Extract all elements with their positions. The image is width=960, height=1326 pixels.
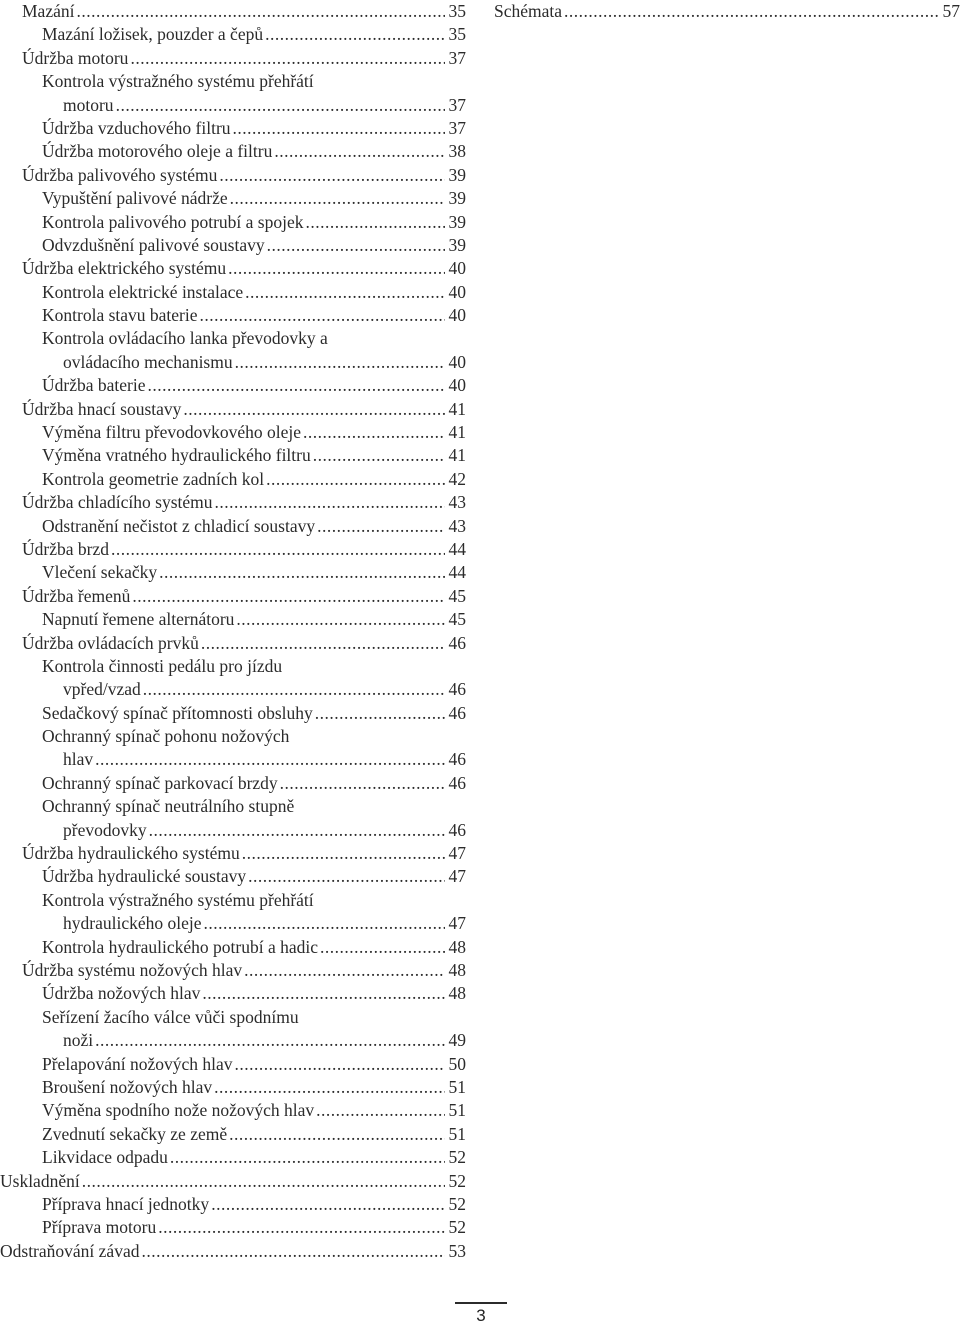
- toc-entry[interactable]: [0, 1006, 466, 1053]
- toc-entry-title: Odvzdušnění palivové soustavy: [42, 234, 265, 255]
- toc-page-number: 37: [448, 47, 466, 68]
- toc-page-number: 52: [448, 1170, 466, 1191]
- toc-entry-title: Vypuštění palivové nádrže: [42, 188, 228, 209]
- toc-entry[interactable]: [0, 561, 466, 584]
- toc-entry-title: Kontrola ovládacího lanka převodovky a: [42, 328, 328, 349]
- toc-entry-title: Kontrola výstražného systému přehřátí: [42, 889, 314, 910]
- toc-entry-title: Broušení nožových hlav: [42, 1076, 213, 1097]
- toc-entry-title: Údržba elektrického systému: [22, 258, 227, 279]
- toc-entry[interactable]: [0, 842, 466, 865]
- toc-entry-title: vpřed/vzad: [63, 679, 141, 700]
- dot-leader: [272, 140, 444, 163]
- toc-page-number: 41: [448, 422, 466, 443]
- toc-entry-title: Odstraňování závad: [0, 1240, 140, 1261]
- toc-entry-title: motoru: [63, 94, 114, 115]
- dot-leader: [128, 47, 444, 70]
- toc-entry-title: Údržba hnací soustavy: [22, 398, 182, 419]
- toc-page-number: 48: [448, 960, 466, 980]
- toc-entry-title: Údržba palivového systému: [22, 164, 218, 185]
- dot-leader: [156, 1216, 444, 1239]
- toc-entry[interactable]: [0, 889, 466, 936]
- toc-page-number: 51: [448, 1076, 466, 1097]
- toc-entry-title: převodovky: [63, 819, 147, 840]
- dot-leader: [311, 444, 445, 467]
- toc-page-number: 40: [448, 351, 466, 372]
- toc-entry[interactable]: [0, 211, 466, 234]
- toc-entry[interactable]: [0, 702, 466, 725]
- toc-page-number: 39: [448, 164, 466, 185]
- toc-entry-title: Kontrola palivového potrubí a spojek: [42, 211, 304, 232]
- toc-entry-title: Seřízení žacího válce vůči spodnímu: [42, 1006, 299, 1027]
- toc-page-number: 35: [448, 24, 466, 45]
- dot-leader: [228, 187, 445, 210]
- toc-entry[interactable]: [0, 865, 466, 888]
- toc-column-left: [0, 0, 466, 1263]
- toc-entry[interactable]: [0, 398, 466, 421]
- dot-leader: [240, 842, 445, 865]
- dot-leader: [209, 1193, 444, 1216]
- dot-leader: [213, 491, 445, 514]
- toc-entry-title: Napnutí řemene alternátoru: [42, 609, 235, 630]
- toc-entry-title: Výměna vratného hydraulického filtru: [42, 445, 311, 466]
- toc-page-number: 44: [448, 538, 466, 559]
- toc-page-number: 35: [448, 0, 466, 21]
- dot-leader: [130, 585, 444, 608]
- toc-entry-title: Schémata: [494, 0, 563, 21]
- toc-entry[interactable]: [0, 234, 466, 257]
- dot-leader: [200, 982, 444, 1005]
- toc-page-number: 57: [942, 0, 960, 21]
- toc-page-number: 47: [448, 843, 466, 864]
- toc-entry-title: Údržba chladícího systému: [22, 492, 213, 513]
- toc-page-number: 52: [448, 1147, 466, 1168]
- toc-entry[interactable]: [0, 491, 466, 514]
- toc-page-number: 40: [448, 281, 466, 302]
- toc-entry-title: Údržba nožových hlav: [42, 983, 201, 1004]
- toc-entry-title: Uskladnění: [0, 1170, 80, 1191]
- dot-leader: [199, 632, 445, 655]
- toc-page-number: 47: [448, 866, 466, 887]
- toc-page-number: 37: [448, 117, 466, 138]
- toc-page-number: 48: [448, 983, 466, 1004]
- dot-leader: [147, 819, 445, 842]
- dot-leader: [301, 421, 444, 444]
- toc-entry[interactable]: [0, 1146, 466, 1169]
- toc-page-number: 45: [448, 585, 466, 606]
- dot-leader: [233, 1053, 445, 1076]
- dot-leader: [145, 374, 444, 397]
- toc-page-number: 53: [448, 1240, 466, 1261]
- toc-entry[interactable]: [0, 140, 466, 163]
- dot-leader: [114, 94, 445, 117]
- dot-leader: [74, 0, 444, 23]
- dot-leader: [315, 515, 444, 538]
- dot-leader: [80, 1170, 445, 1193]
- toc-entry-title: noži: [63, 1030, 94, 1051]
- toc-entry-title: Přelapování nožových hlav: [42, 1053, 233, 1074]
- toc-entry[interactable]: [0, 515, 466, 538]
- dot-leader: [231, 117, 445, 140]
- toc-entry[interactable]: [0, 117, 466, 140]
- dot-leader: [141, 678, 445, 701]
- toc-entry[interactable]: [0, 1053, 466, 1076]
- toc-entry-title: Výměna filtru převodovkového oleje: [42, 422, 302, 443]
- dot-leader: [233, 351, 445, 374]
- dot-leader: [198, 304, 445, 327]
- dot-leader: [168, 1146, 445, 1169]
- toc-page-number: 43: [448, 492, 466, 513]
- dot-leader: [157, 561, 444, 584]
- toc-entry[interactable]: [0, 585, 466, 608]
- toc-page-number: 41: [448, 398, 466, 419]
- toc-entry[interactable]: [0, 725, 466, 772]
- dot-leader: [318, 936, 444, 959]
- toc-entry-title: Údržba motorového oleje a filtru: [42, 141, 273, 162]
- toc-entry-title: Zvednutí sekačky ze země: [42, 1123, 228, 1144]
- toc-entry[interactable]: [0, 936, 466, 959]
- page-number: 3: [476, 1306, 486, 1325]
- dot-leader: [264, 468, 444, 491]
- toc-entry-title: hlav: [63, 749, 94, 770]
- toc-page-number: 40: [448, 375, 466, 396]
- toc-entry-title: ovládacího mechanismu: [63, 351, 233, 372]
- toc-entry[interactable]: [0, 538, 466, 561]
- toc-page-number: 42: [448, 468, 466, 489]
- toc-page-number: 44: [448, 562, 466, 583]
- dot-leader: [246, 865, 444, 888]
- toc-page-number: 52: [448, 1193, 466, 1214]
- dot-leader: [303, 211, 444, 234]
- toc-entry[interactable]: [0, 374, 466, 397]
- toc-page-number: 48: [448, 936, 466, 957]
- toc-entry[interactable]: [0, 959, 466, 982]
- toc-page-number: 46: [448, 749, 466, 770]
- toc-entry-title: Sedačkový spínač přítomnosti obsluhy: [42, 702, 313, 723]
- toc-page-number: 39: [448, 188, 466, 209]
- dot-leader: [226, 257, 444, 280]
- toc-page-number: 52: [448, 1217, 466, 1238]
- toc-entry-title: Kontrola elektrické instalace: [42, 281, 244, 302]
- toc-page-number: 37: [448, 94, 466, 115]
- toc-page-number: 39: [448, 234, 466, 255]
- toc-entry-title: Údržba řemenů: [22, 585, 131, 606]
- toc-entry[interactable]: [0, 327, 466, 374]
- dot-leader: [234, 608, 444, 631]
- toc-entry-title: hydraulického oleje: [63, 913, 202, 934]
- toc-entry[interactable]: [0, 982, 466, 1005]
- dot-leader: [93, 749, 444, 772]
- toc-entry-title: Ochranný spínač pohonu nožových: [42, 726, 290, 747]
- toc-entry[interactable]: [0, 164, 466, 187]
- toc-entry[interactable]: [0, 281, 466, 304]
- toc-entry-title: Ochranný spínač neutrálního stupně: [42, 796, 295, 817]
- page-number-rule: [455, 1302, 507, 1304]
- toc-page-number: 38: [448, 141, 466, 162]
- dot-leader: [212, 1076, 444, 1099]
- toc-page-number: 47: [448, 913, 466, 934]
- toc-entry[interactable]: [0, 0, 466, 23]
- dot-leader: [263, 23, 444, 46]
- toc-entry-title: Údržba systému nožových hlav: [22, 960, 243, 980]
- dot-leader: [242, 959, 444, 982]
- dot-leader: [181, 398, 444, 421]
- toc-page-number: 50: [448, 1053, 466, 1074]
- dot-leader: [202, 912, 445, 935]
- dot-leader: [227, 1123, 444, 1146]
- toc-entry[interactable]: [0, 70, 466, 117]
- toc-entry[interactable]: [0, 1216, 466, 1239]
- toc-page-number: 46: [448, 819, 466, 840]
- toc-entry-title: Odstranění nečistot z chladicí soustavy: [42, 515, 316, 536]
- toc-entry-title: Údržba hydraulického systému: [22, 843, 240, 864]
- toc-entry[interactable]: [0, 187, 466, 210]
- dot-leader: [265, 234, 445, 257]
- toc-page-number: 46: [448, 772, 466, 793]
- toc-entry-title: Údržba brzd: [22, 538, 109, 559]
- toc-entry[interactable]: [0, 795, 466, 842]
- toc-entry[interactable]: [0, 444, 466, 467]
- toc-entry[interactable]: [0, 632, 466, 655]
- toc-page-number: 43: [448, 515, 466, 536]
- toc-column-right: [494, 0, 960, 23]
- dot-leader: [562, 0, 938, 23]
- toc-entry-title: Údržba baterie: [42, 375, 146, 396]
- toc-entry[interactable]: [0, 1099, 466, 1122]
- dot-leader: [278, 772, 445, 795]
- toc-entry[interactable]: [494, 0, 960, 23]
- toc-page-number: 46: [448, 702, 466, 723]
- toc-entry-title: Kontrola činnosti pedálu pro jízdu: [42, 655, 283, 676]
- dot-leader: [217, 164, 444, 187]
- toc-entry[interactable]: [0, 655, 466, 702]
- dot-leader: [313, 702, 445, 725]
- toc-entry-title: Kontrola hydraulického potrubí a hadic: [42, 936, 319, 957]
- toc-entry[interactable]: [0, 23, 466, 46]
- toc-entry[interactable]: [0, 1123, 466, 1146]
- toc-page-number: 40: [448, 258, 466, 279]
- toc-page-number: 39: [448, 211, 466, 232]
- toc-entry-title: Výměna spodního nože nožových hlav: [42, 1100, 315, 1121]
- toc-entry[interactable]: [0, 304, 466, 327]
- toc-page-number: 41: [448, 445, 466, 466]
- toc-entry-title: Likvidace odpadu: [42, 1147, 168, 1168]
- toc-entry-title: Údržba vzduchového filtru: [42, 117, 231, 138]
- dot-leader: [109, 538, 445, 561]
- dot-leader: [93, 1029, 444, 1052]
- dot-leader: [139, 1240, 444, 1263]
- toc-entry[interactable]: [0, 1240, 466, 1263]
- toc-entry-title: Kontrola geometrie zadních kol: [42, 468, 265, 489]
- toc-entry[interactable]: [0, 608, 466, 631]
- toc-page-number: 46: [448, 632, 466, 653]
- toc-entry-title: Mazání ložisek, pouzder a čepů: [42, 24, 264, 45]
- toc-page-number: 51: [448, 1100, 466, 1121]
- toc-entry-title: Údržba ovládacích prvků: [22, 632, 199, 653]
- toc-entry[interactable]: [0, 257, 466, 280]
- toc-page-number: 45: [448, 609, 466, 630]
- toc-entry[interactable]: [0, 1193, 466, 1216]
- toc-entry[interactable]: [0, 47, 466, 70]
- toc-entry[interactable]: [0, 772, 466, 795]
- toc-entry-title: Údržba hydraulické soustavy: [42, 866, 247, 887]
- toc-entry-title: Údržba motoru: [22, 47, 129, 68]
- toc-entry-title: Příprava hnací jednotky: [42, 1193, 210, 1214]
- dot-leader: [314, 1099, 444, 1122]
- toc-entry-title: Vlečení sekačky: [42, 562, 158, 583]
- toc-entry[interactable]: [0, 1076, 466, 1099]
- toc-entry[interactable]: [0, 1170, 466, 1193]
- toc-entry-title: Kontrola stavu baterie: [42, 305, 198, 326]
- toc-entry[interactable]: [0, 421, 466, 444]
- toc-page-number: 46: [448, 679, 466, 700]
- toc-page-number: 49: [448, 1030, 466, 1051]
- toc-page-number: 40: [448, 305, 466, 326]
- toc-entry[interactable]: [0, 468, 466, 491]
- dot-leader: [243, 281, 444, 304]
- toc-entry-title: Příprava motoru: [42, 1217, 157, 1238]
- toc-page-number: 51: [448, 1123, 466, 1144]
- toc-entry-title: Ochranný spínač parkovací brzdy: [42, 772, 278, 793]
- toc-entry-title: Mazání: [22, 0, 75, 21]
- toc-entry-title: Kontrola výstražného systému přehřátí: [42, 71, 314, 92]
